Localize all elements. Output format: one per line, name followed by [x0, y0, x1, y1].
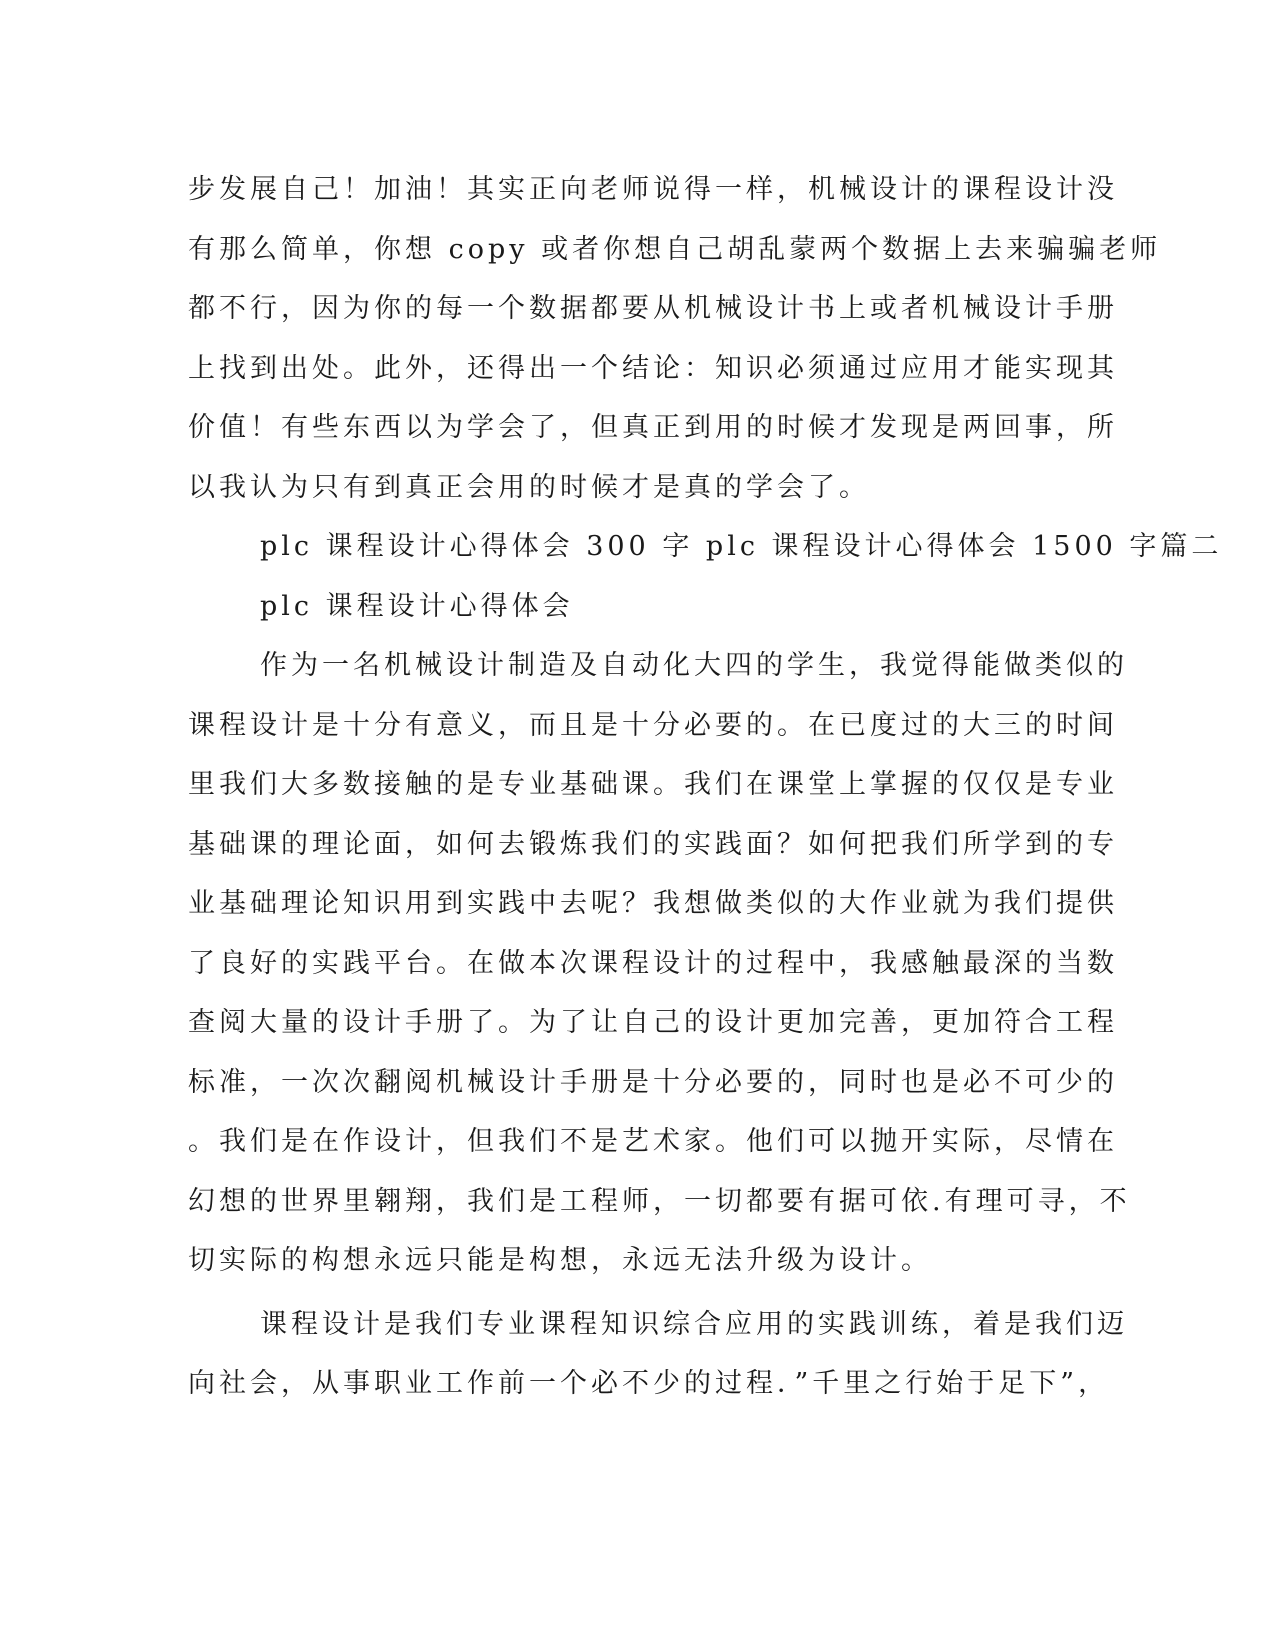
- text-line: 课程设计是十分有意义，而且是十分必要的。在已度过的大三的时间: [188, 709, 1118, 741]
- text-line: 都不行，因为你的每一个数据都要从机械设计书上或者机械设计手册: [188, 293, 1118, 324]
- text-line: 业基础理论知识用到实践中去呢？我想做类似的大作业就为我们提供: [188, 888, 1118, 919]
- text-line: 切实际的构想永远只能是构想，永远无法升级为设计。: [188, 1245, 932, 1276]
- text-line: 基础课的理论面，如何去锻炼我们的实践面？如何把我们所学到的专: [188, 828, 1118, 860]
- text-line: 以我认为只有到真正会用的时候才是真的学会了。: [188, 471, 870, 503]
- text-line: 里我们大多数接触的是专业基础课。我们在课堂上掌握的仅仅是专业: [188, 769, 1118, 800]
- text-line: 。我们是在作设计，但我们不是艺术家。他们可以抛开实际，尽情在: [188, 1126, 1118, 1157]
- text-line: 价值！有些东西以为学会了，但真正到用的时候才发现是两回事，所: [188, 412, 1118, 443]
- text-line: 上找到出处。此外，还得出一个结论：知识必须通过应用才能实现其: [188, 352, 1118, 384]
- text-line: 了良好的实践平台。在做本次课程设计的过程中，我感触最深的当数: [188, 947, 1118, 979]
- section-subheading: plc 课程设计心得体会: [260, 590, 574, 622]
- text-line: 幻想的世界里翱翔，我们是工程师，一切都要有据可依.有理可寻，不: [188, 1185, 1131, 1217]
- paragraph-start-line: 课程设计是我们专业课程知识综合应用的实践训练，着是我们迈: [260, 1308, 1128, 1340]
- text-line: 步发展自己！加油！其实正向老师说得一样，机械设计的课程设计没: [188, 174, 1118, 205]
- paragraph-start-line: 作为一名机械设计制造及自动化大四的学生，我觉得能做类似的: [260, 650, 1128, 681]
- text-line: 查阅大量的设计手册了。为了让自己的设计更加完善，更加符合工程: [188, 1007, 1118, 1038]
- text-line: 有那么简单，你想 copy 或者你想自己胡乱蒙两个数据上去来骗骗老师: [188, 233, 1162, 265]
- text-line: 向社会，从事职业工作前一个必不少的过程．”千里之行始于足下”，: [188, 1368, 1110, 1399]
- document-body: [188, 160, 1223, 1414]
- section-heading: plc 课程设计心得体会 300 字 plc 课程设计心得体会 1500 字篇二: [260, 531, 1223, 562]
- text-line: 标准，一次次翻阅机械设计手册是十分必要的，同时也是必不可少的: [188, 1066, 1118, 1098]
